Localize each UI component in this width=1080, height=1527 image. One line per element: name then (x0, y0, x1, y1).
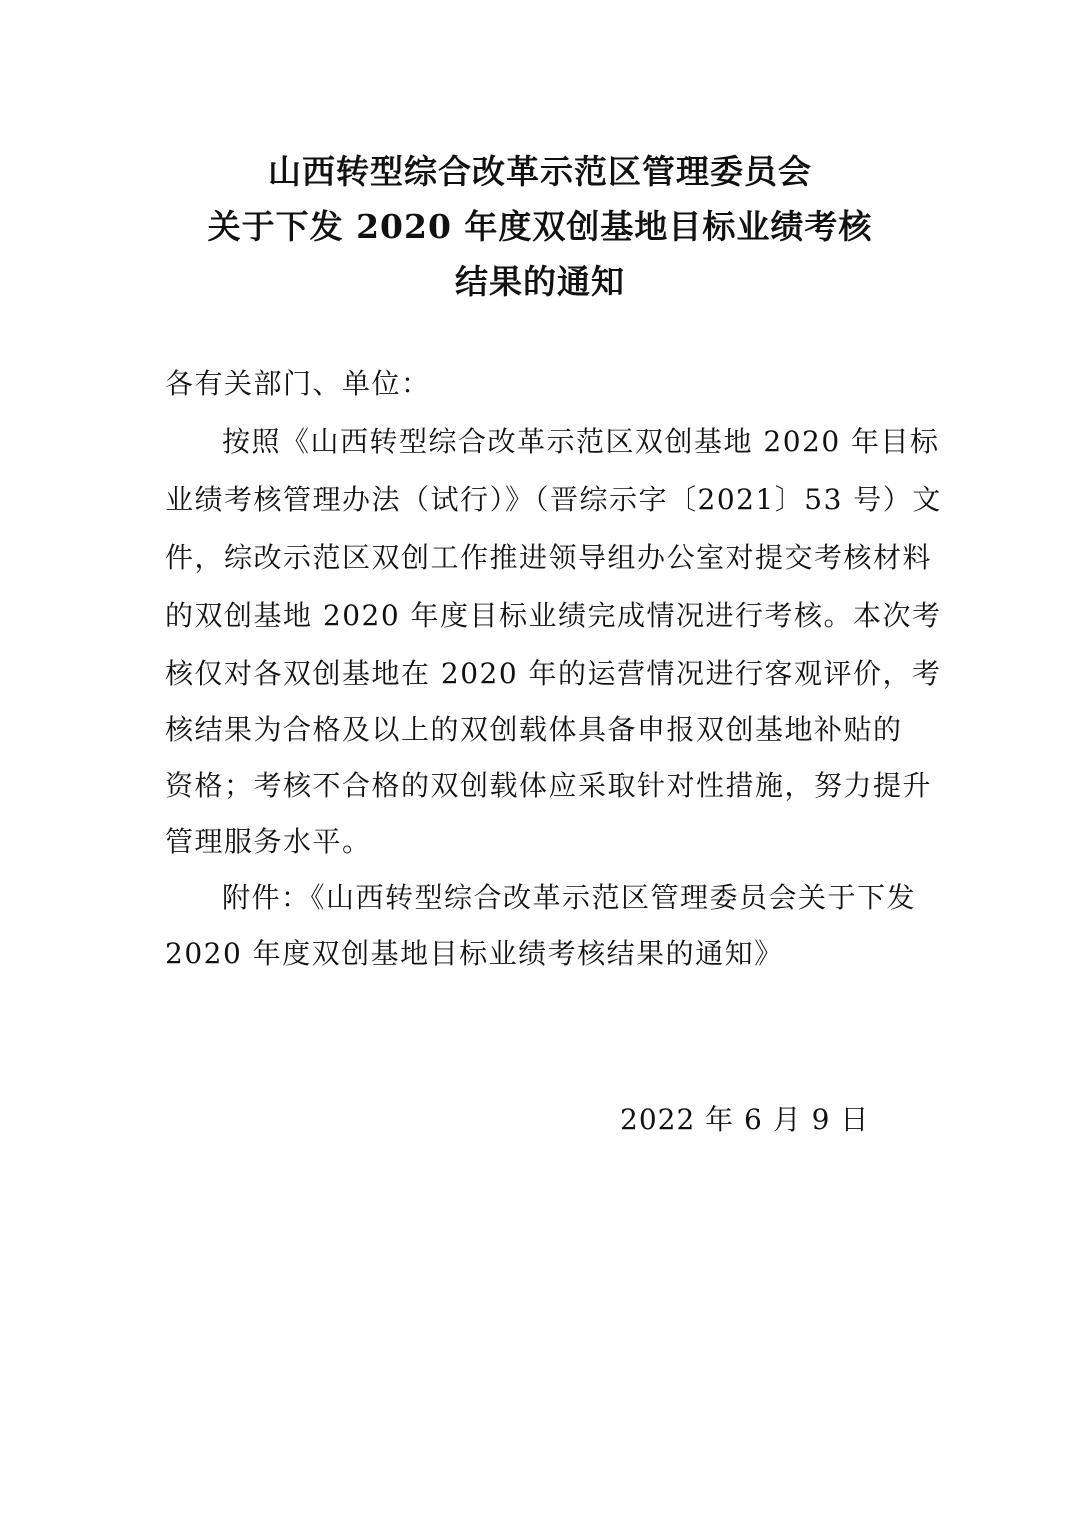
body-line-2: 业绩考核管理办法（试行）》（晋综示字〔2021〕53 号）文 (165, 483, 942, 516)
body-line-3: 件，综改示范区双创工作推进领导组办公室对提交考核材料 (165, 541, 933, 574)
body-line-1: 按照《山西转型综合改革示范区双创基地 2020 年目标 (222, 425, 940, 458)
body-line-4: 的双创基地 2020 年度目标业绩完成情况进行考核。本次考 (165, 599, 942, 632)
title-line-3: 结果的通知 (455, 262, 625, 301)
body-line-8: 管理服务水平。 (165, 825, 372, 858)
title-line-1: 山西转型综合改革示范区管理委员会 (268, 152, 812, 191)
attachment-line-2: 2020 年度双创基地目标业绩考核结果的通知》 (165, 937, 784, 970)
salutation: 各有关部门、单位： (165, 367, 431, 400)
body-line-6: 核结果为合格及以上的双创载体具备申报双创基地补贴的 (165, 713, 903, 746)
document-date: 2022 年 6 月 9 日 (620, 1103, 870, 1136)
attachment-line-1: 附件：《山西转型综合改革示范区管理委员会关于下发 (222, 881, 917, 914)
body-line-7: 资格；考核不合格的双创载体应采取针对性措施，努力提升 (165, 769, 933, 802)
body-line-5: 核仅对各双创基地在 2020 年的运营情况进行客观评价，考 (165, 657, 942, 690)
title-line-2: 关于下发 2020 年度双创基地目标业绩考核 (207, 207, 873, 246)
